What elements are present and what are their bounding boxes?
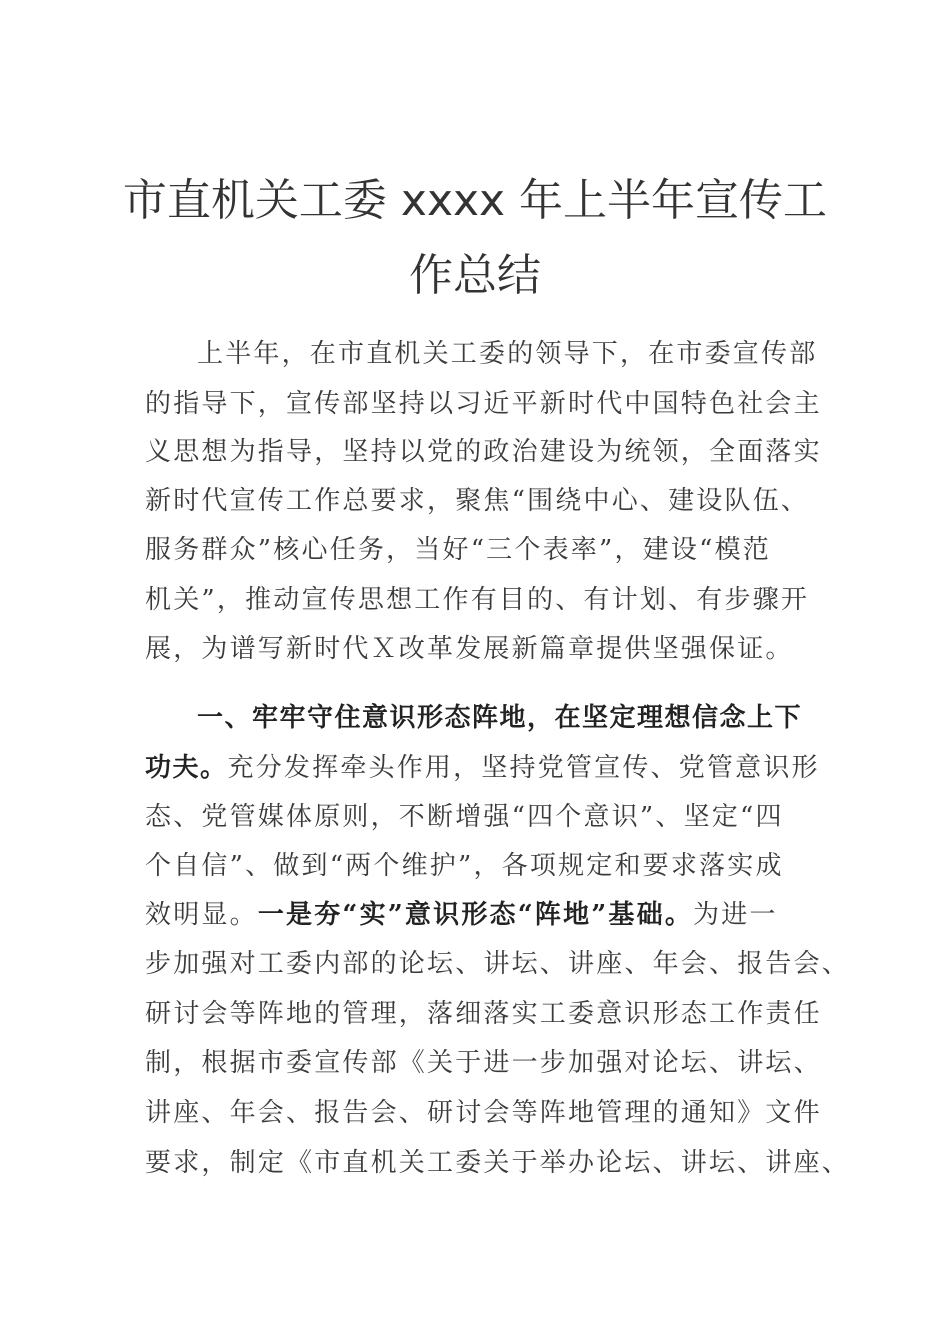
- paragraph-1-line-4: 新时代宣传工作总要求，聚焦“围绕中心、建设队伍、: [145, 486, 810, 516]
- paragraph-1-line-7: 展，为谱写新时代Ｘ改革发展新篇章提供坚强保证。: [145, 634, 794, 664]
- section-1-line-6: 研讨会等阵地的管理，落细落实工委意识形态工作责任: [145, 999, 822, 1029]
- section-1-line-4-end: 为进一: [693, 900, 778, 930]
- sub-heading-1: 一是夯“实”意识形态“阵地”基础。: [257, 900, 694, 930]
- section-1-line-1: [145, 744, 820, 792]
- section-1-line-9: 要求，制定《市直机关工委关于举办论坛、讲坛、讲座、: [145, 1148, 851, 1178]
- paragraph-1-line-6: 机关”，推动宣传思想工作有目的、有计划、有步骤开: [145, 585, 810, 615]
- section-1-line-4-start: 效明显。: [145, 900, 258, 930]
- section-1-line-1-text: 充分发挥牵头作用，坚持党管宣传、党管意识形: [227, 753, 820, 783]
- paragraph-1-line-3: 义思想为指导，坚持以党的政治建设为统领，全面落实: [145, 437, 822, 467]
- section-1-line-8: 讲座、年会、报告会、研讨会等阵地管理的通知》文件: [145, 1098, 822, 1128]
- paragraph-1-line-5: 服务群众”核心任务，当好“三个表率”，建设“模范: [145, 535, 771, 565]
- section-1-line-7: 制，根据市委宣传部《关于进一步加强对论坛、讲坛、: [145, 1048, 822, 1078]
- document-title-line-2: 作总结: [409, 250, 541, 301]
- section-1-heading: 一、牢牢守住意识形态阵地，在坚定理想信念上下: [197, 703, 803, 733]
- paragraph-1-line-1: 上半年，在市直机关工委的领导下，在市委宣传部: [197, 339, 818, 369]
- section-1-heading-end: 功夫。: [145, 753, 228, 783]
- document-title-line-1: 市直机关工委 xxxx 年上半年宣传工: [122, 175, 828, 226]
- paragraph-1-line-2: 的指导下，宣传部坚持以习近平新时代中国特色社会主: [145, 389, 822, 419]
- section-1-line-4: [145, 891, 778, 939]
- section-1-line-3: 个自信”、做到“两个维护”，各项规定和要求落实成: [145, 851, 784, 881]
- section-1-line-2: 态、党管媒体原则，不断增强“四个意识”、坚定“四: [145, 802, 784, 832]
- section-1-line-5: 步加强对工委内部的论坛、讲坛、讲座、年会、报告会、: [145, 949, 851, 979]
